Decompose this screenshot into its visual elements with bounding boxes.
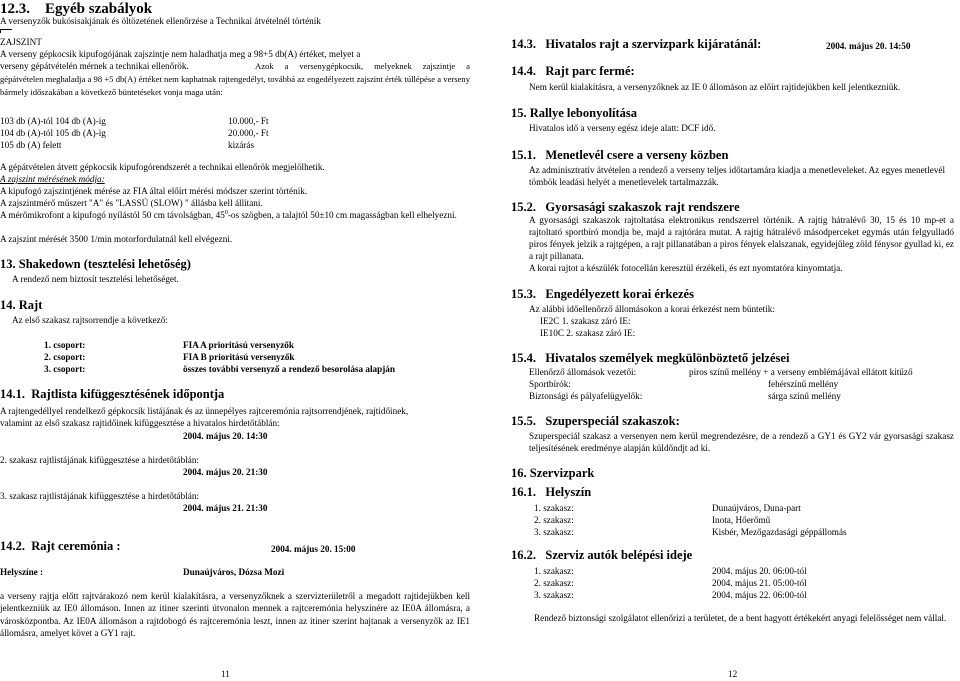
measurement-line-3-sup: 0 bbox=[224, 209, 228, 216]
measurement-line-2: A zajszintmérő műszert "A" és "LASSÚ (SLOW) " állásba kell állítani. bbox=[0, 198, 263, 208]
service-entry-2: 2004. május 21. 05:00-tól bbox=[712, 578, 807, 588]
section-14-heading bbox=[0, 297, 42, 314]
service-entry-1: 2004. május 20. 06:00-tól bbox=[712, 566, 807, 576]
section-title: Hivatalos rajt a szervizpark kijáratánál: bbox=[545, 37, 762, 51]
page-number: 11 bbox=[221, 669, 230, 679]
group-1-value: FIA A prioritású versenyzők bbox=[183, 340, 295, 350]
measurement-line-3-a: A mérőmikrofont a kipufogó nyílástól 50 cm távolságban, 45 bbox=[0, 210, 225, 220]
fine-penalty-2: 20.000,- Ft bbox=[228, 128, 269, 138]
rajtlista-date-3: 2004. május 21. 21:30 bbox=[183, 503, 268, 513]
section-15-heading bbox=[511, 105, 637, 122]
section-15-text: Hivatalos idő a verseny egész ideje alatt: DCF idő. bbox=[529, 123, 716, 133]
section-number: 16. bbox=[511, 466, 527, 480]
section-16-heading bbox=[511, 465, 594, 482]
section-13-text: A rendező nem biztosít tesztelési lehetőséget. bbox=[12, 274, 179, 284]
fine-penalty-3: kizárás bbox=[228, 140, 255, 150]
section-14-2-heading bbox=[0, 538, 121, 555]
section-title: Egyéb szabályok bbox=[45, 1, 153, 17]
official-role-3: Biztonsági és pályafelügyelők: bbox=[529, 391, 643, 401]
section-number: 15.5. bbox=[511, 414, 536, 428]
ceremony-date: 2004. május 20. 15:00 bbox=[271, 544, 356, 554]
section-14-1-paragraph: A rajtengedéllyel rendelkező gépkocsik listájának és az ünnepélyes rajtceremónia rajtsorrendjének, rajtidőinek, valamint az első szakasz rajtidőinek kifüggesztése a hivatalos hirdetőtáblán: bbox=[0, 406, 409, 429]
noise-line-2: verseny gépátvételén mérnek a technikai ellenőrök. bbox=[0, 61, 189, 71]
section-14-4-heading bbox=[511, 63, 635, 80]
official-vest-2: fehérszínű mellény bbox=[768, 379, 839, 389]
section-15-1-heading bbox=[511, 147, 728, 164]
group-2-value: FIA B prioritású versenyzők bbox=[183, 352, 295, 362]
noise-paragraph-3: A gépátvételen átvett gépkocsik kipufogórendszerét a technikai ellenőrök megjelölhetik. bbox=[0, 162, 325, 172]
service-place-label-3: 3. szakasz: bbox=[534, 527, 574, 537]
measurement-line-4: A zajszint mérését 3500 1/min motorfordulatnál kell elvégezni. bbox=[0, 234, 233, 244]
ceremony-place: Dunaújváros, Dózsa Mozi bbox=[183, 567, 285, 577]
section-number: 15. bbox=[511, 106, 527, 120]
section-number: 15.2. bbox=[511, 200, 536, 214]
service-entry-3: 2004. május 22. 06:00-tól bbox=[712, 590, 807, 600]
official-start-date: 2004. május 20. 14:50 bbox=[826, 41, 911, 51]
noise-title: ZAJSZINT bbox=[0, 37, 42, 47]
section-16-2-heading bbox=[511, 547, 692, 564]
section-number: 14.4. bbox=[511, 64, 536, 78]
section-12-3-intro: A versenyzők bukósisakjának és öltözetének ellenőrzése a Technikai átvételnél történik bbox=[0, 16, 321, 26]
measurement-line-3-b: -os szögben, a talajtól 50±10 cm magasságban kell elhelyezni. bbox=[227, 210, 457, 220]
right-page bbox=[490, 0, 960, 681]
section-number: 14.2. bbox=[0, 539, 25, 553]
service-place-label-2: 2. szakasz: bbox=[534, 515, 574, 525]
section-16-1-heading bbox=[511, 484, 591, 501]
section-15-1-text: Az adminisztratív átvételen a rendező a verseny teljes időtartamára kiadja a menetleveleket. Az egyes menetlevél tömbök leadási helyét a menetlevelek tartalmazzák. bbox=[529, 165, 946, 188]
group-1-label: 1. csoport: bbox=[44, 340, 86, 350]
section-15-5-heading bbox=[511, 413, 680, 430]
official-vest-1: piros színű mellény + a verseny emblémájával ellátott kitűző bbox=[689, 367, 913, 377]
section-15-3-text: Az alábbi időellenőrző állomásokon a korai érkezést nem büntetik: bbox=[529, 304, 775, 314]
section-number: 15.1. bbox=[511, 148, 536, 162]
fine-range-2: 104 db (A)-tól 105 db (A)-ig bbox=[0, 128, 106, 138]
section-title: Szerviz autók belépési ideje bbox=[545, 548, 693, 562]
ceremony-place-label: Helyszíne : bbox=[0, 567, 44, 577]
section-15-2-text-2: A korai rajtot a készülék fotocellán keresztül érzékeli, és ezt nyomtatóra kinyomtatja. bbox=[529, 263, 843, 273]
section-title: Szervizpark bbox=[529, 466, 595, 480]
section-15-3-heading bbox=[511, 286, 694, 303]
section-number: 15.3. bbox=[511, 287, 536, 301]
rajtlista-stage-3: 3. szakasz rajtlistájának kifüggesztése a hirdetőtáblán: bbox=[0, 491, 199, 501]
section-14-1-heading bbox=[0, 386, 224, 403]
official-role-2: Sportbírók: bbox=[529, 379, 571, 389]
section-14-4-text: Nem kerül kialakításra, a versenyzőknek az IE 0 állomáson az előírt rajtidejükben kell jelentkezniük. bbox=[529, 82, 901, 92]
section-number: 14.1. bbox=[0, 387, 25, 401]
section-number: 14.3. bbox=[511, 37, 536, 51]
group-2-label: 2. csoport: bbox=[44, 352, 86, 362]
section-title: Szuperspeciál szakaszok: bbox=[545, 414, 680, 428]
section-number: 13. bbox=[0, 257, 16, 271]
left-page bbox=[0, 0, 470, 681]
page-number: 12 bbox=[728, 669, 738, 679]
section-title: Rajtlista kifüggesztésének időpontja bbox=[31, 387, 225, 401]
section-title: Rajt parc fermé: bbox=[545, 64, 635, 78]
section-number: 15.4. bbox=[511, 351, 536, 365]
section-13-heading bbox=[0, 256, 191, 273]
service-place-2: Inota, Hőerőmű bbox=[712, 515, 771, 525]
early-arrival-item-2: IE10C 2. szakasz záró IE: bbox=[540, 328, 636, 338]
fine-range-1: 103 db (A)-tól 104 db (A)-ig bbox=[0, 116, 106, 126]
section-15-4-heading bbox=[511, 350, 789, 367]
service-entry-label-2: 2. szakasz: bbox=[534, 578, 574, 588]
section-title: Engedélyezett korai érkezés bbox=[545, 287, 694, 301]
service-entry-label-3: 3. szakasz: bbox=[534, 590, 574, 600]
service-place-1: Dunaújváros, Duna-part bbox=[712, 503, 801, 513]
section-title: Rajt bbox=[18, 298, 43, 312]
section-title: Helyszín bbox=[545, 485, 592, 499]
section-title: Shakedown (tesztelési lehetőség) bbox=[18, 257, 191, 271]
official-role-1: Ellenőrző állomások vezetői: bbox=[529, 367, 637, 377]
rajtlista-stage-2: 2. szakasz rajtlistájának kifüggesztése a hirdetőtáblán: bbox=[0, 455, 199, 465]
early-arrival-item-1: IE2C 1. szakasz záró IE: bbox=[540, 316, 631, 326]
official-vest-3: sárga színű mellény bbox=[768, 391, 841, 401]
section-number: 16.1. bbox=[511, 485, 536, 499]
measurement-line-3 bbox=[0, 209, 470, 221]
group-3-value: összes további versenyző a rendező besorolása alapján bbox=[183, 364, 395, 374]
rajtlista-date-1: 2004. május 20. 14:30 bbox=[183, 431, 268, 441]
service-place-label-1: 1. szakasz: bbox=[534, 503, 574, 513]
fine-penalty-1: 10.000,- Ft bbox=[228, 116, 269, 126]
noise-paragraph-2: Azok a versenygépkocsik, melyeknek zajszintje a gépátvételen meghaladja a 98 +5 db(A) értéket nem kaphatnak rajtengedélyt, továbbá az engedélyezett zajszint érték túllépése a verseny bármely időszakában a következő büntetéseket vonja maga után: bbox=[0, 61, 470, 98]
service-entry-label-1: 1. szakasz: bbox=[534, 566, 574, 576]
section-number: 16.2. bbox=[511, 548, 536, 562]
section-16-2-text: Rendező biztonsági szolgálatot ellenőrizi a területet, de a bent hagyott értékekért anyagi felelősséget nem vállal. bbox=[534, 613, 947, 623]
group-3-label: 3. csoport: bbox=[44, 364, 86, 374]
section-number: 14. bbox=[0, 298, 16, 312]
section-title: Menetlevél csere a verseny közben bbox=[545, 148, 729, 162]
section-title: Rallye lebonyolítása bbox=[529, 106, 638, 120]
section-15-2-text: A gyorsasági szakaszok rajtoltatása elektronikus rendszerrel történik. A rajtig hátralévő 30, 15 és 10 mp-et a rajtoltató sportbíró mondja be, majd a rajtórára mutat. A rajtig hátralévő másodperceket egymás után felgyulladó piros fények jelzik a rajtgépen, a rajt pillanatában a piros fények elalszanak, egyidejűleg zöld fénysor gyullad ki, ez a rajt pillanata. bbox=[529, 215, 954, 262]
noise-line-1: A verseny gépkocsik kipufogójának zajszintje nem haladhatja meg a 98+5 db(A) értéket, melyet a bbox=[0, 49, 361, 59]
noise-box-corner bbox=[0, 29, 12, 33]
rajtlista-date-2: 2004. május 20. 21:30 bbox=[183, 467, 268, 477]
section-number: 12.3. bbox=[0, 1, 30, 17]
section-title: Hivatalos személyek megkülönböztető jelzései bbox=[545, 351, 790, 365]
section-14-3-heading bbox=[511, 36, 761, 53]
measurement-line-1: A kipufogó zajszintjének mérése az FIA által előírt mérési módszer szerint történik. bbox=[0, 186, 308, 196]
measurement-method-title: A zajszint mérésének módja: bbox=[0, 174, 105, 184]
section-title: Gyorsasági szakaszok rajt rendszere bbox=[545, 200, 740, 214]
service-place-3: Kisbér, Mezőgazdasági géppállomás bbox=[712, 527, 847, 537]
section-14-text: Az első szakasz rajtsorrendje a következő: bbox=[12, 315, 168, 325]
section-15-5-text: Szuperspeciál szakasz a versenyen nem kerül megrendezésre, de a rendező a GY1 és GY2 vár gyorsasági szakasz teljesítésének eredménye alapján küldőndjt ad ki. bbox=[529, 431, 954, 454]
fine-range-3: 105 db (A) felett bbox=[0, 140, 62, 150]
ceremony-text: a verseny rajtja előtt rajtvárakozó nem kerül kialakításra, a versenyzőknek a szervizterületről a megadott rajtidejükben kell jelentkezniük az IE0 állomáson. Innen az itiner szerinti útvonalon mennek a rajtceremónia helyszínére az IE0A állomásra, a városközpontba. Az IE0A állomáson a rajtdobogó és rajtceremónia leszt, innen az itiner szerint hajtanak a versenyzők az IE1 állomásra, amelyet követ a GY1 rajt. bbox=[0, 591, 470, 638]
section-title: Rajt ceremónia : bbox=[31, 539, 121, 553]
